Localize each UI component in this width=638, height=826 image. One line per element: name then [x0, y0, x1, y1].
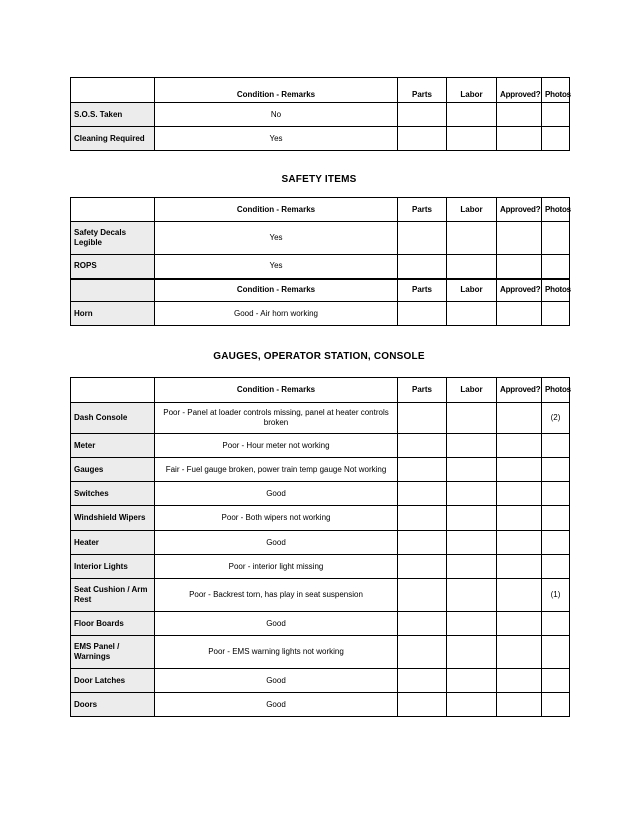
row-remarks: Good: [155, 693, 398, 717]
row-label: Doors: [71, 693, 155, 717]
row-remarks: Fair - Fuel gauge broken, power train temp gauge Not working: [155, 458, 398, 482]
row-label: Safety Decals Legible: [71, 222, 155, 255]
approved-cell[interactable]: [497, 434, 542, 458]
labor-cell[interactable]: [447, 403, 497, 434]
table-header-row: [71, 78, 570, 103]
photos-cell: [542, 506, 570, 531]
photos-cell: [542, 127, 570, 151]
table-row: [71, 531, 570, 555]
labor-cell[interactable]: [447, 693, 497, 717]
labor-cell[interactable]: [447, 434, 497, 458]
header-condition: Condition - Remarks: [155, 198, 398, 222]
parts-cell[interactable]: [398, 636, 447, 669]
header-blank-cell: [71, 78, 155, 103]
parts-cell[interactable]: [398, 255, 447, 279]
row-remarks: Good - Air horn working: [155, 302, 398, 326]
approved-cell[interactable]: [497, 612, 542, 636]
header-labor: Labor: [447, 279, 497, 302]
header-approved: Approved?: [497, 198, 542, 222]
approved-cell[interactable]: [497, 506, 542, 531]
row-label: Seat Cushion / Arm Rest: [71, 579, 155, 612]
labor-cell[interactable]: [447, 127, 497, 151]
safety-table: [70, 197, 570, 326]
table-header-row: [71, 279, 570, 302]
row-remarks: Poor - Both wipers not working: [155, 506, 398, 531]
row-remarks: Yes: [155, 255, 398, 279]
photos-cell: [542, 482, 570, 506]
row-label: EMS Panel / Warnings: [71, 636, 155, 669]
approved-cell[interactable]: [497, 669, 542, 693]
table-row: [71, 669, 570, 693]
parts-cell[interactable]: [398, 669, 447, 693]
header-parts: Parts: [398, 78, 447, 103]
photos-cell: [542, 693, 570, 717]
table-row: [71, 579, 570, 612]
table-row: [71, 434, 570, 458]
row-label: Horn: [71, 302, 155, 326]
approved-cell[interactable]: [497, 693, 542, 717]
row-label: Dash Console: [71, 403, 155, 434]
approved-cell[interactable]: [497, 403, 542, 434]
parts-cell[interactable]: [398, 222, 447, 255]
labor-cell[interactable]: [447, 555, 497, 579]
row-remarks: Yes: [155, 222, 398, 255]
parts-cell[interactable]: [398, 579, 447, 612]
parts-cell[interactable]: [398, 127, 447, 151]
labor-cell[interactable]: [447, 302, 497, 326]
photos-cell: [542, 612, 570, 636]
header-blank-cell: [71, 378, 155, 403]
row-remarks: Poor - Hour meter not working: [155, 434, 398, 458]
photos-cell: [542, 636, 570, 669]
header-condition: Condition - Remarks: [155, 279, 398, 302]
table-row: [71, 403, 570, 434]
table-row: [71, 222, 570, 255]
row-label: S.O.S. Taken: [71, 103, 155, 127]
labor-cell[interactable]: [447, 506, 497, 531]
row-remarks: Good: [155, 482, 398, 506]
table-row: [71, 255, 570, 279]
approved-cell[interactable]: [497, 636, 542, 669]
row-label: Floor Boards: [71, 612, 155, 636]
header-photos: Photos: [542, 78, 570, 103]
table-row: [71, 506, 570, 531]
table-header-row: [71, 378, 570, 403]
row-remarks: Poor - Backrest torn, has play in seat suspension: [155, 579, 398, 612]
parts-cell[interactable]: [398, 434, 447, 458]
approved-cell[interactable]: [497, 555, 542, 579]
approved-cell[interactable]: [497, 103, 542, 127]
photos-cell: [542, 302, 570, 326]
header-parts: Parts: [398, 198, 447, 222]
header-photos: Photos: [542, 198, 570, 222]
labor-cell[interactable]: [447, 612, 497, 636]
header-condition: Condition - Remarks: [155, 78, 398, 103]
row-label: ROPS: [71, 255, 155, 279]
header-approved: Approved?: [497, 378, 542, 403]
header-blank-cell: [71, 198, 155, 222]
row-remarks: Good: [155, 531, 398, 555]
row-remarks: Poor - EMS warning lights not working: [155, 636, 398, 669]
header-parts: Parts: [398, 378, 447, 403]
header-labor: Labor: [447, 78, 497, 103]
photos-cell[interactable]: (2): [542, 403, 570, 434]
labor-cell[interactable]: [447, 531, 497, 555]
photos-cell: [542, 434, 570, 458]
approved-cell[interactable]: [497, 458, 542, 482]
parts-cell[interactable]: [398, 506, 447, 531]
table-row: [71, 693, 570, 717]
row-remarks: No: [155, 103, 398, 127]
parts-cell[interactable]: [398, 555, 447, 579]
row-remarks: Yes: [155, 127, 398, 151]
section-title-safety: SAFETY ITEMS: [281, 174, 357, 185]
row-label: Switches: [71, 482, 155, 506]
header-labor: Labor: [447, 198, 497, 222]
row-remarks: Good: [155, 669, 398, 693]
labor-cell[interactable]: [447, 579, 497, 612]
approved-cell[interactable]: [497, 255, 542, 279]
section-title-gauges: GAUGES, OPERATOR STATION, CONSOLE: [213, 351, 425, 362]
header-labor: Labor: [447, 378, 497, 403]
general-table: [70, 77, 570, 151]
row-remarks: Poor - Panel at loader controls missing, panel at heater controls broken: [155, 403, 398, 434]
approved-cell[interactable]: [497, 579, 542, 612]
photos-cell: [542, 669, 570, 693]
labor-cell[interactable]: [447, 103, 497, 127]
parts-cell[interactable]: [398, 531, 447, 555]
labor-cell[interactable]: [447, 482, 497, 506]
photos-cell: [542, 222, 570, 255]
gauges-table: [70, 377, 570, 717]
photos-cell: [542, 531, 570, 555]
header-approved: Approved?: [497, 78, 542, 103]
photos-cell: [542, 555, 570, 579]
row-remarks: Good: [155, 612, 398, 636]
row-label: Gauges: [71, 458, 155, 482]
labor-cell[interactable]: [447, 222, 497, 255]
header-parts: Parts: [398, 279, 447, 302]
row-label: Heater: [71, 531, 155, 555]
table-row: [71, 636, 570, 669]
parts-cell[interactable]: [398, 103, 447, 127]
row-label: Windshield Wipers: [71, 506, 155, 531]
table-row: [71, 302, 570, 326]
photos-cell: [542, 103, 570, 127]
labor-cell[interactable]: [447, 669, 497, 693]
photos-cell: [542, 255, 570, 279]
header-approved: Approved?: [497, 279, 542, 302]
labor-cell[interactable]: [447, 636, 497, 669]
table-row: [71, 482, 570, 506]
header-blank-cell: [71, 279, 155, 302]
photos-cell: [542, 458, 570, 482]
table-row: [71, 555, 570, 579]
parts-cell[interactable]: [398, 458, 447, 482]
parts-cell[interactable]: [398, 693, 447, 717]
labor-cell[interactable]: [447, 458, 497, 482]
parts-cell[interactable]: [398, 612, 447, 636]
row-label: Interior Lights: [71, 555, 155, 579]
table-header-row: [71, 198, 570, 222]
approved-cell[interactable]: [497, 127, 542, 151]
approved-cell[interactable]: [497, 302, 542, 326]
labor-cell[interactable]: [447, 255, 497, 279]
table-row: [71, 458, 570, 482]
approved-cell[interactable]: [497, 531, 542, 555]
header-photos: Photos: [542, 378, 570, 403]
table-row: [71, 612, 570, 636]
approved-cell[interactable]: [497, 222, 542, 255]
parts-cell[interactable]: [398, 482, 447, 506]
row-label: Cleaning Required: [71, 127, 155, 151]
header-photos: Photos: [542, 279, 570, 302]
row-remarks: Poor - interior light missing: [155, 555, 398, 579]
parts-cell[interactable]: [398, 403, 447, 434]
table-row: [71, 127, 570, 151]
row-label: Meter: [71, 434, 155, 458]
approved-cell[interactable]: [497, 482, 542, 506]
photos-cell[interactable]: (1): [542, 579, 570, 612]
table-row: [71, 103, 570, 127]
header-condition: Condition - Remarks: [155, 378, 398, 403]
parts-cell[interactable]: [398, 302, 447, 326]
row-label: Door Latches: [71, 669, 155, 693]
